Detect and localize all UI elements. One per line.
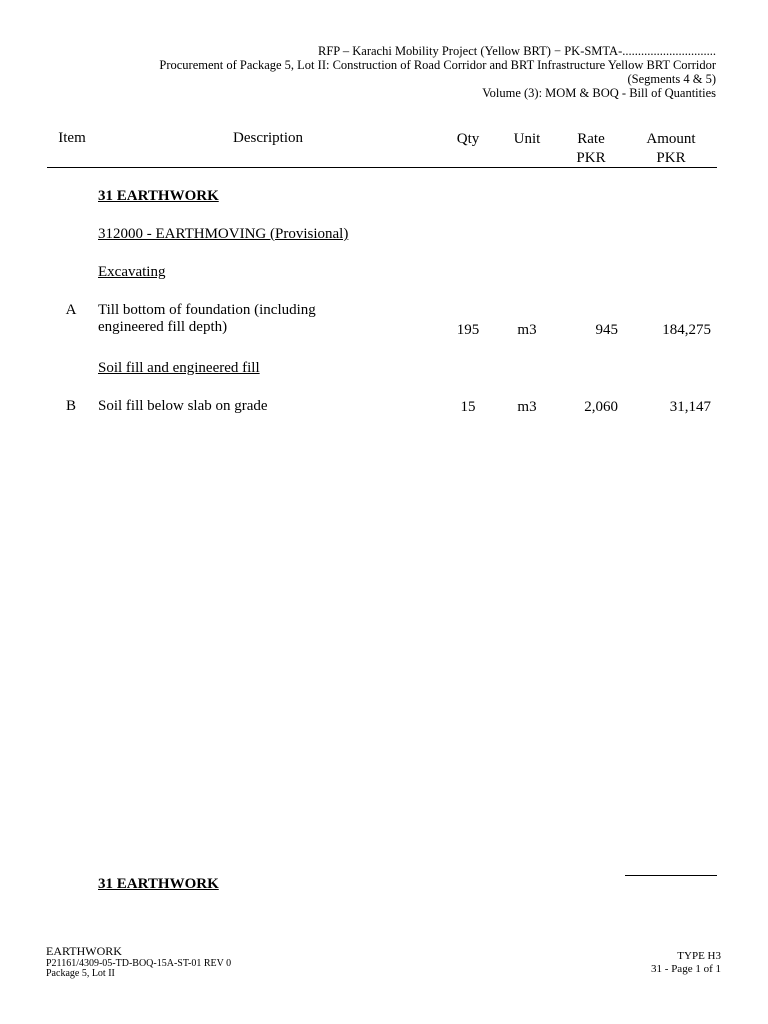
row-a-item: A xyxy=(65,302,77,318)
row-a-description-line2: engineered fill depth) xyxy=(98,319,228,335)
column-header-item: Item xyxy=(58,130,86,146)
column-header-amount-line1: Amount xyxy=(646,131,696,147)
row-a-unit: m3 xyxy=(517,322,537,338)
footer-document-number: P21161/4309-05-TD-BOQ-15A-ST-01 REV 0 xyxy=(46,958,232,969)
total-rule xyxy=(625,875,717,876)
column-header-rate xyxy=(560,130,622,168)
row-b-unit: m3 xyxy=(517,399,537,415)
column-header-qty: Qty xyxy=(456,131,480,147)
row-a-qty: 195 xyxy=(456,322,480,338)
footer-page-number: 31 - Page 1 of 1 xyxy=(651,963,721,975)
column-header-amount-line2: PKR xyxy=(656,150,686,166)
column-header-description: Description xyxy=(233,130,303,146)
row-b-item: B xyxy=(65,398,76,414)
group-heading-soil-fill: Soil fill and engineered fill xyxy=(98,360,260,376)
row-a-rate: 945 xyxy=(595,322,618,338)
subsection-title: 312000 - EARTHMOVING (Provisional) xyxy=(98,226,349,242)
row-b-description: Soil fill below slab on grade xyxy=(98,398,268,414)
summary-title: 31 EARTHWORK xyxy=(98,876,219,892)
section-title: 31 EARTHWORK xyxy=(98,188,219,204)
header-line-1: RFP – Karachi Mobility Project (Yellow BRT) − PK-SMTA-.............................. xyxy=(317,44,716,58)
header-line-2: Procurement of Package 5, Lot II: Construction of Road Corridor and BRT Infrastructure Yellow BRT Corridor xyxy=(159,58,716,72)
row-b-amount: 31,147 xyxy=(669,399,711,415)
header-line-3: (Segments 4 & 5) xyxy=(627,72,716,86)
column-header-unit: Unit xyxy=(513,131,541,147)
row-b-rate: 2,060 xyxy=(584,399,618,415)
column-header-rate-line1: Rate xyxy=(577,131,605,147)
footer-section-name: EARTHWORK xyxy=(46,944,122,958)
footer-type: TYPE H3 xyxy=(677,950,721,962)
header-rule xyxy=(47,167,717,168)
footer-package: Package 5, Lot II xyxy=(46,968,115,979)
column-header-amount xyxy=(630,130,712,168)
row-b-qty: 15 xyxy=(460,399,476,415)
row-a-description-line1: Till bottom of foundation (including xyxy=(98,302,316,318)
column-header-rate-line2: PKR xyxy=(576,150,606,166)
header-line-4: Volume (3): MOM & BOQ - Bill of Quantities xyxy=(482,86,716,100)
group-heading-excavating: Excavating xyxy=(98,264,166,280)
row-a-amount: 184,275 xyxy=(662,322,711,338)
